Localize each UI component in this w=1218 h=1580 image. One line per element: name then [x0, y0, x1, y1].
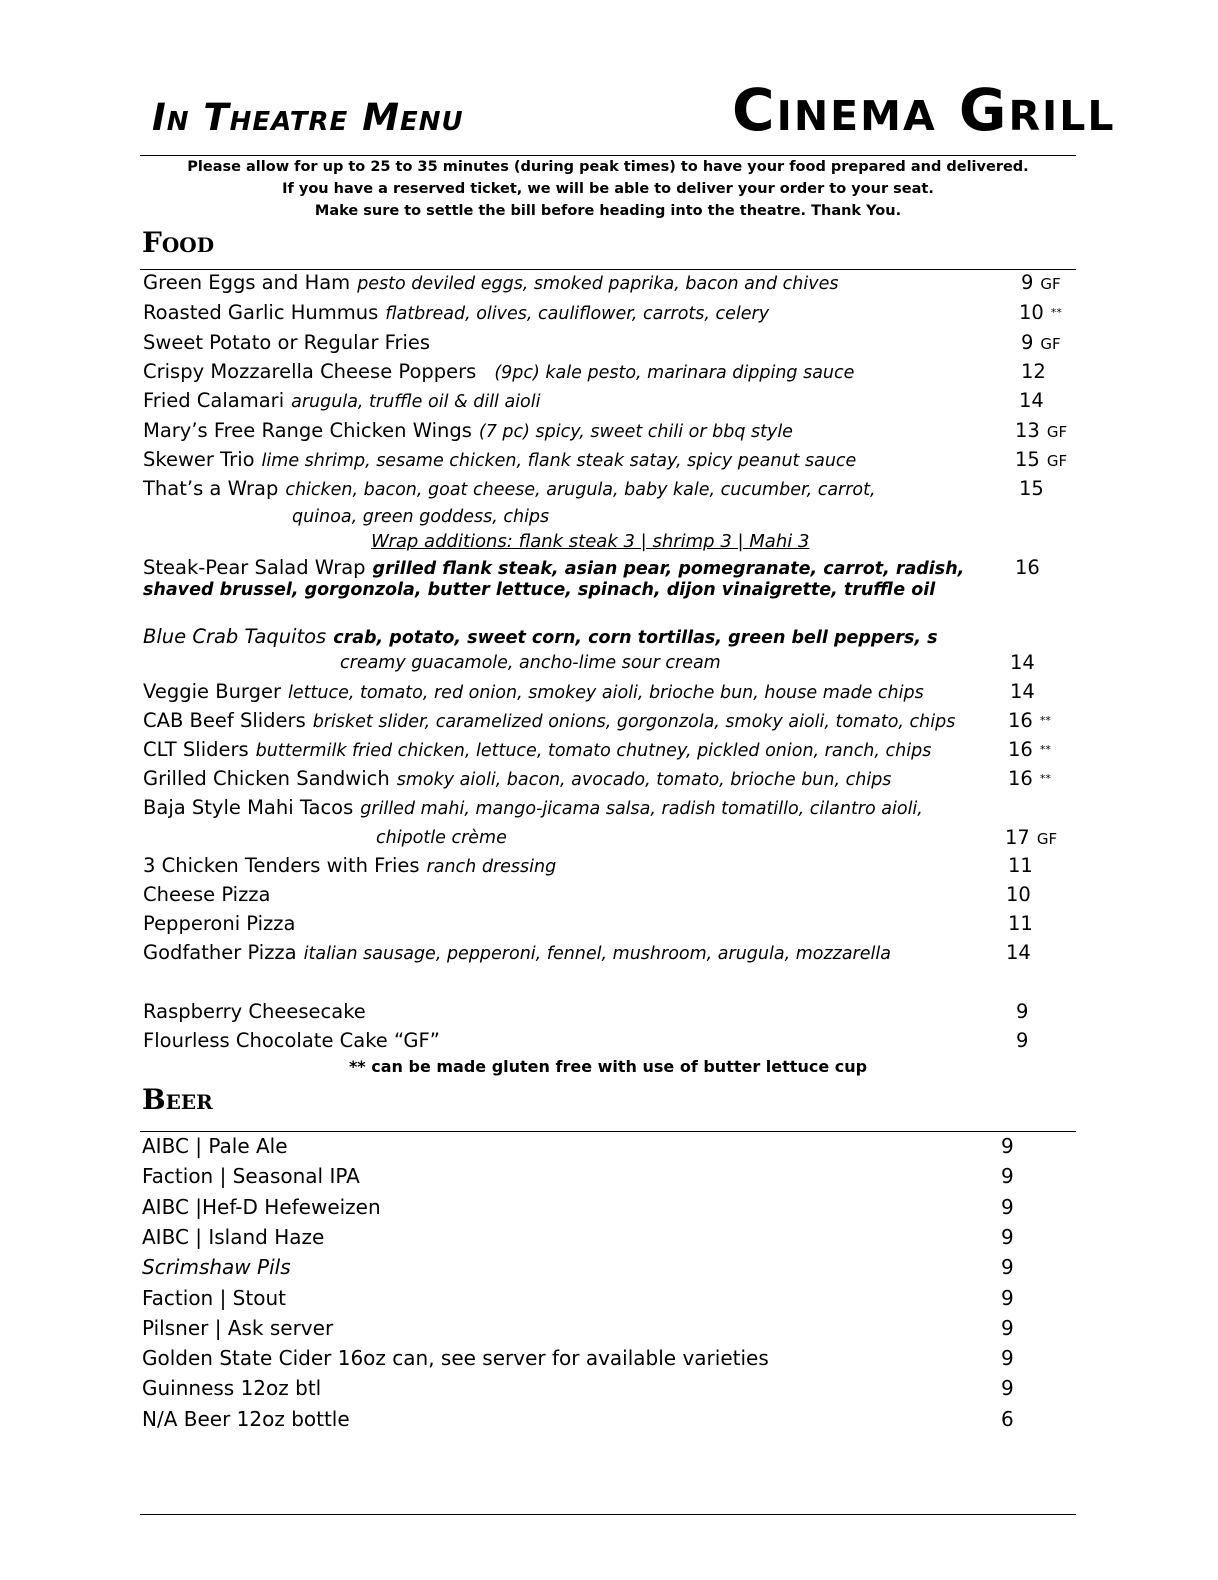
gluten-free-tag: GF [1040, 275, 1061, 293]
price-value: 16 [1015, 556, 1040, 579]
gluten-free-footnote: ** can be made gluten free with use of butter lettuce cup [348, 1057, 868, 1076]
beer-price: 9 [1001, 1134, 1014, 1158]
item-price [1021, 359, 1046, 385]
beer-price: 6 [1001, 1406, 1014, 1431]
item-description: arugula, truffle oil & dill aioli [291, 392, 541, 412]
item-price [1015, 555, 1040, 581]
beer-price: 9 [1001, 1346, 1014, 1371]
brand-title: Cinema Grill [732, 76, 1116, 144]
item-name: Skewer Trio [143, 448, 255, 471]
item-price [1021, 270, 1061, 297]
price-value: 12 [1021, 360, 1046, 383]
price-value: 9 [1016, 1000, 1029, 1023]
item-price [1008, 737, 1051, 763]
item-description: (9pc) kale pesto, marinara dipping sauce [494, 363, 855, 383]
item-description: smoky aioli, bacon, avocado, tomato, brioche bun, chips [396, 770, 892, 790]
item-description-continued: chipotle crème [376, 828, 507, 848]
price-value: 9 [1016, 1029, 1029, 1052]
beer-heading: Beer [142, 1083, 213, 1116]
item-description-continued: creamy guacamole, ancho-lime sour cream [340, 653, 721, 673]
header-divider [140, 155, 1076, 156]
price-value: 10 [1006, 883, 1031, 906]
item-description: buttermilk fried chicken, lettuce, tomato chutney, pickled onion, ranch, chips [255, 741, 932, 761]
gf-option-marker: ** [1050, 306, 1062, 319]
item-price [1005, 825, 1057, 852]
gf-option-marker: ** [1039, 743, 1051, 756]
item-price [1006, 882, 1031, 908]
item-description-continued: quinoa, green goddess, chips [292, 507, 550, 527]
price-value: 16 [1008, 767, 1033, 790]
item-description-continued: shaved brussel, gorgonzola, butter lettuce, spinach, dijon vinaigrette, truffle oil [143, 580, 936, 600]
price-value: 9 [1021, 271, 1034, 294]
gluten-free-tag: GF [1036, 830, 1058, 848]
item-description: brisket slider, caramelized onions, gorgonzola, smoky aioli, tomato, chips [312, 712, 956, 732]
price-value: 16 [1008, 709, 1033, 732]
price-value: 14 [1010, 651, 1035, 674]
item-name: Veggie Burger [143, 680, 281, 703]
item-name: Flourless Chocolate Cake “GF” [143, 1029, 440, 1052]
item-description: chicken, bacon, goat cheese, arugula, baby kale, cucumber, carrot, [285, 480, 876, 500]
item-price [1008, 911, 1033, 937]
item-price [1019, 300, 1062, 326]
price-value: 10 [1019, 301, 1044, 324]
item-description: (7 pc) spicy, sweet chili or bbq style [478, 422, 793, 442]
price-value: 15 [1015, 448, 1040, 471]
item-price [1015, 418, 1067, 445]
gluten-free-tag: GF [1046, 452, 1068, 470]
price-value: 16 [1008, 738, 1033, 761]
item-name: 3 Chicken Tenders with Fries [143, 854, 420, 877]
item-name: Sweet Potato or Regular Fries [143, 331, 431, 354]
menu-title: In Theatre Menu [152, 96, 464, 139]
item-price [1016, 1028, 1028, 1054]
item-name: Pepperoni Pizza [143, 912, 296, 935]
item-name: That’s a Wrap [143, 477, 279, 500]
gf-option-marker: ** [1039, 714, 1051, 727]
item-name: Godfather Pizza [143, 941, 297, 964]
item-description: ranch dressing [426, 857, 557, 877]
beer-item: Guinness 12oz btl [142, 1376, 322, 1401]
beer-item: Golden State Cider 16oz can, see server for available varieties [142, 1346, 769, 1371]
item-price [1015, 447, 1067, 474]
price-value: 17 [1005, 826, 1030, 849]
beer-item: Scrimshaw Pils [142, 1255, 291, 1280]
price-value: 9 [1021, 331, 1034, 354]
beer-price: 9 [1001, 1255, 1014, 1280]
item-name: CLT Sliders [143, 738, 249, 761]
price-value: 14 [1010, 680, 1035, 703]
item-description: crab, potato, sweet corn, corn tortillas, green bell peppers, s [333, 628, 938, 648]
notice-line: Please allow for up to 25 to 35 minutes (during peak times) to have your food prepared and delivered. [187, 159, 1029, 175]
item-price [1010, 650, 1035, 676]
item-description: flatbread, olives, cauliflower, carrots, celery [385, 304, 770, 324]
gf-option-marker: ** [1039, 772, 1051, 785]
item-price [1008, 708, 1051, 734]
price-value: 15 [1019, 477, 1044, 500]
notice-line: If you have a reserved ticket, we will be able to deliver your order to your seat. [282, 181, 934, 197]
price-value: 14 [1006, 941, 1031, 964]
beer-item: N/A Beer 12oz bottle [142, 1406, 350, 1431]
item-name: Mary’s Free Range Chicken Wings [143, 419, 472, 442]
item-description: grilled mahi, mango-jicama salsa, radish tomatillo, cilantro aioli, [360, 799, 923, 819]
beer-price: 9 [1001, 1315, 1014, 1340]
footer-divider [140, 1514, 1076, 1515]
beer-price: 9 [1001, 1164, 1014, 1189]
beer-item: Faction | Seasonal IPA [142, 1164, 360, 1189]
item-price [1021, 330, 1061, 357]
item-description: italian sausage, pepperoni, fennel, mushroom, arugula, mozzarella [303, 944, 891, 964]
item-name: Green Eggs and Ham [143, 271, 351, 294]
item-description: lime shrimp, sesame chicken, flank steak satay, spicy peanut sauce [261, 451, 857, 471]
item-price [1008, 766, 1051, 792]
notice-line: Make sure to settle the bill before heading into the theatre. Thank You. [314, 203, 902, 219]
item-name: CAB Beef Sliders [143, 709, 306, 732]
wrap-additions: Wrap additions: flank steak 3 | shrimp 3 | Mahi 3 [371, 531, 810, 552]
beer-item: AIBC | Pale Ale [142, 1134, 288, 1158]
item-price [1019, 476, 1044, 502]
item-name: Roasted Garlic Hummus [143, 301, 379, 324]
beer-price: 9 [1001, 1285, 1014, 1310]
item-price [1006, 940, 1031, 966]
beer-price: 9 [1001, 1376, 1014, 1401]
item-name: Raspberry Cheesecake [143, 1000, 366, 1023]
item-name: Cheese Pizza [143, 883, 271, 906]
gluten-free-tag: GF [1040, 335, 1061, 353]
beer-item: AIBC |Hef-D Hefeweizen [142, 1194, 381, 1219]
item-name: Fried Calamari [143, 389, 285, 412]
item-description: lettuce, tomato, red onion, smokey aioli, brioche bun, house made chips [288, 683, 924, 703]
item-name: Grilled Chicken Sandwich [143, 767, 390, 790]
item-price [1019, 388, 1044, 414]
item-price [1016, 999, 1028, 1025]
item-name: Baja Style Mahi Tacos [143, 796, 354, 819]
price-value: 14 [1019, 389, 1044, 412]
item-name: Steak-Pear Salad Wrap [143, 556, 366, 579]
beer-price: 9 [1001, 1224, 1014, 1249]
item-name: Blue Crab Taquitos [143, 625, 327, 648]
food-heading: Food [142, 226, 215, 259]
item-price [1010, 679, 1035, 705]
price-value: 11 [1008, 912, 1033, 935]
item-description: pesto deviled eggs, smoked paprika, bacon and chives [357, 274, 839, 294]
item-price [1008, 853, 1033, 879]
price-value: 13 [1015, 419, 1040, 442]
beer-item: Faction | Stout [142, 1285, 286, 1310]
beer-item: AIBC | Island Haze [142, 1224, 325, 1249]
gluten-free-tag: GF [1046, 423, 1068, 441]
item-name: Crispy Mozzarella Cheese Poppers [143, 360, 477, 383]
item-description: grilled flank steak, asian pear, pomegranate, carrot, radish, [372, 559, 965, 579]
beer-item: Pilsner | Ask server [142, 1315, 334, 1340]
beer-price: 9 [1001, 1194, 1014, 1219]
price-value: 11 [1008, 854, 1033, 877]
